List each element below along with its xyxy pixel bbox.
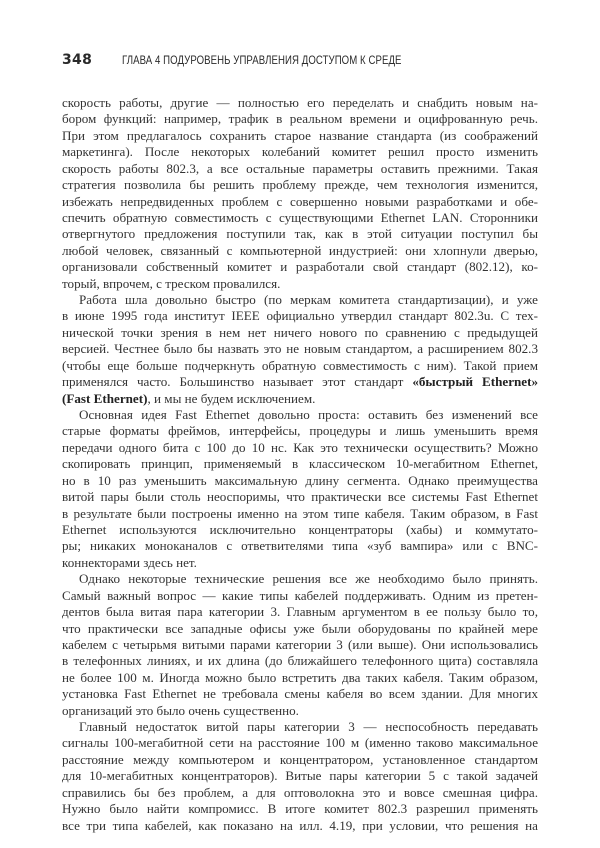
text-line: в июне 1995 года институт IEEE официально утвердил стандарт 802.3u. С тех- <box>62 308 538 324</box>
text-line: Работа шла довольно быстро (по меркам комитета стандартизации), и уже <box>79 292 538 308</box>
text-line: дентов была витая пара категории 3. Главным аргументом в ее пользу было то, <box>62 604 538 620</box>
text-line: Самый важный вопрос — какие типы кабелей поддерживать. Одним из претен- <box>62 587 538 603</box>
text-line: но в 10 раз уменьшить максимальную длину сегмента. Однако преимущества <box>62 472 538 488</box>
text-line: (чтобы еще больше подчеркнуть обратную совместимость с ним). Такой прием <box>62 357 538 373</box>
chapter-title: ГЛАВА 4 ПОДУРОВЕНЬ УПРАВЛЕНИЯ ДОСТУПОМ К СРЕДЕ <box>122 53 402 67</box>
text-line: кабелем с четырьмя витыми парами категории 3 (или выше). Они использовались <box>62 636 538 652</box>
text-line: торый, впрочем, с треском провалился. <box>62 275 281 291</box>
running-header <box>62 52 471 68</box>
text-line: для 10-мегабитных концентраторов). Витые пары категории 5 с такой задачей <box>62 768 538 784</box>
text-line: коннекторами здесь нет. <box>62 554 197 570</box>
text-line: Главный недостаток витой пары категории 3 — неспособность передавать <box>79 719 538 735</box>
text-line: бором функций: например, трафик в реальном времени и оцифрованную речь. <box>62 111 538 127</box>
text-line: старые форматы фреймов, интерфейсы, процедуры и лишь уменьшить время <box>62 423 538 439</box>
text-line: маркетинга). После некоторых колебаний комитет решил просто изменить <box>62 144 538 160</box>
text-line: не более 100 м. Иногда можно было встретить два таких кабеля. Таким образом, <box>62 669 538 685</box>
text-line: расстояние между компьютером и концентратором, установленное стандартом <box>62 751 538 767</box>
text-segment: применялся часто. Большинство называет этот стандарт <box>62 374 413 390</box>
text-line: организаций это было очень существенно. <box>62 702 299 718</box>
text-line: версией. Честнее было бы назвать это не новым стандартом, а расширением 802.3 <box>62 341 538 357</box>
text-line: Нужно было найти компромисс. В итоге комитет 802.3 разрешил применять <box>62 801 538 817</box>
bold-term: «быстрый Ethernet» <box>412 374 539 390</box>
text-line: любой человек, связанный с компьютерной индустрией: они хлопнули дверью, <box>62 242 538 258</box>
text-segment: , и мы не будем исключением. <box>147 390 316 406</box>
text-line: стратегия позволила бы решить проблему прежде, чем технология изменится, <box>62 177 538 193</box>
text-line <box>62 391 538 407</box>
paragraph <box>62 571 538 719</box>
text-line: установка Fast Ethernet не требовала смены кабеля во всем здании. Для многих <box>62 686 538 702</box>
text-line: справились бы без проблем, а для оптоволокна это и вовсе смешная цифра. <box>62 784 538 800</box>
text-line: отвергнутого предложения поступили так, как в этой ситуации поступил бы <box>62 226 538 242</box>
text-line: спечить обратную совместимость с существующими Ethernet LAN. Сторонники <box>62 209 538 225</box>
text-line: передачи одного бита с 100 до 10 нс. Как это технически осуществить? Можно <box>62 439 538 455</box>
text-line: нической точки зрения в нем нет ничего нового по сравнению с предыдущей <box>62 324 538 340</box>
paragraph <box>62 292 538 407</box>
text-line: скорость работы, другие — полностью его переделать и снабдить новым на- <box>62 95 538 110</box>
paragraph <box>62 407 538 571</box>
text-line: в телефонных линиях, и их длина (до ближайшего телефонного щита) составляла <box>62 653 538 669</box>
text-line: что практически все западные офисы уже были оборудованы по крайней мере <box>62 620 538 636</box>
paragraph <box>62 719 538 834</box>
text-line: в результате были построены именно на этом типе кабеля. Таким образом, в Fast <box>62 505 538 521</box>
body-text <box>62 95 538 834</box>
text-line: скорость работы 802.3, а все остальные параметры оставить прежними. Такая <box>62 160 538 176</box>
text-line: сигналы 100-мегабитной сети на расстояние 100 м (именно таково максимальное <box>62 735 538 751</box>
text-line: избежать непредвиденных проблем с совершенно новыми разработками и обе- <box>62 193 538 209</box>
paragraph <box>62 95 538 292</box>
bold-term: (Fast Ethernet) <box>62 390 148 406</box>
text-line: витой пары были столь неоспоримы, что практически все системы Fast Ethernet <box>62 489 538 505</box>
text-line: Ethernet используются исключительно концентраторы (хабы) и коммутато- <box>62 521 538 537</box>
text-line: организовали собственный комитет и разработали свой стандарт (802.12), ко- <box>62 259 538 275</box>
text-line: ры; никаких моноканалов с ответвителями типа «зуб вампира» или с BNC- <box>62 538 538 554</box>
text-line: Однако некоторые технические решения все же необходимо было принять. <box>79 571 538 587</box>
text-line: Основная идея Fast Ethernet довольно проста: оставить без изменений все <box>79 407 538 423</box>
text-line <box>62 374 538 390</box>
page-number: 348 <box>62 52 93 68</box>
text-line: все три типа кабелей, как показано на илл. 4.19, при условии, что решения на <box>62 817 538 833</box>
text-line: скопировать принцип, применяемый в классическом 10-мегабитном Ethernet, <box>62 456 538 472</box>
text-line: При этом предлагалось сохранить старое название стандарта (из соображений <box>62 127 538 143</box>
